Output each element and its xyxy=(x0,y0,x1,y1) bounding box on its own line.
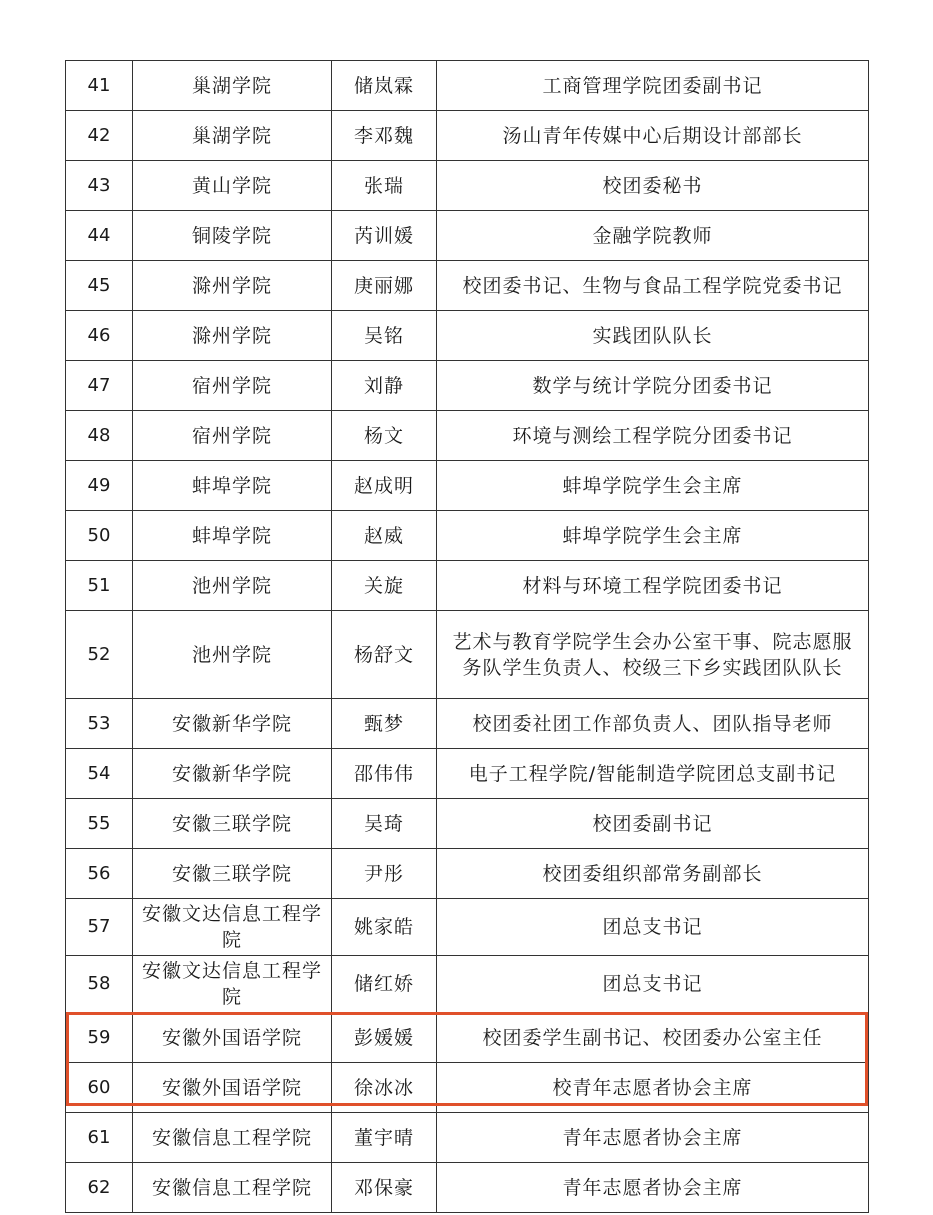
school-cell: 安徽文达信息工程学院 xyxy=(133,899,332,956)
school-cell: 安徽外国语学院 xyxy=(133,1013,332,1063)
name-cell: 吴铭 xyxy=(332,311,437,361)
school-cell: 蚌埠学院 xyxy=(133,511,332,561)
row-number: 54 xyxy=(66,749,133,799)
position-cell: 环境与测绘工程学院分团委书记 xyxy=(437,411,869,461)
row-number: 56 xyxy=(66,849,133,899)
row-number: 53 xyxy=(66,699,133,749)
position-cell: 校团委组织部常务副部长 xyxy=(437,849,869,899)
school-cell: 安徽新华学院 xyxy=(133,749,332,799)
name-cell: 芮训媛 xyxy=(332,211,437,261)
position-cell: 蚌埠学院学生会主席 xyxy=(437,511,869,561)
row-number: 49 xyxy=(66,461,133,511)
name-cell: 赵威 xyxy=(332,511,437,561)
name-cell: 张瑞 xyxy=(332,161,437,211)
position-cell: 数学与统计学院分团委书记 xyxy=(437,361,869,411)
row-number: 51 xyxy=(66,561,133,611)
table-row xyxy=(66,111,869,161)
table-row xyxy=(66,261,869,311)
position-cell: 蚌埠学院学生会主席 xyxy=(437,461,869,511)
school-cell: 池州学院 xyxy=(133,561,332,611)
nominee-table xyxy=(65,60,869,1213)
position-cell: 电子工程学院/智能制造学院团总支副书记 xyxy=(437,749,869,799)
row-number: 50 xyxy=(66,511,133,561)
table-row xyxy=(66,1063,869,1113)
table-row xyxy=(66,311,869,361)
name-cell: 吴琦 xyxy=(332,799,437,849)
position-cell: 团总支书记 xyxy=(437,956,869,1013)
table-row xyxy=(66,799,869,849)
school-cell: 安徽文达信息工程学院 xyxy=(133,956,332,1013)
name-cell: 杨舒文 xyxy=(332,611,437,699)
table-row xyxy=(66,161,869,211)
row-number: 52 xyxy=(66,611,133,699)
school-cell: 安徽三联学院 xyxy=(133,799,332,849)
school-cell: 安徽信息工程学院 xyxy=(133,1163,332,1213)
school-cell: 宿州学院 xyxy=(133,361,332,411)
table-row xyxy=(66,956,869,1013)
name-cell: 尹彤 xyxy=(332,849,437,899)
row-number: 41 xyxy=(66,61,133,111)
school-cell: 铜陵学院 xyxy=(133,211,332,261)
name-cell: 徐冰冰 xyxy=(332,1063,437,1113)
row-number: 58 xyxy=(66,956,133,1013)
row-number: 46 xyxy=(66,311,133,361)
row-number: 57 xyxy=(66,899,133,956)
position-cell: 实践团队队长 xyxy=(437,311,869,361)
school-cell: 巢湖学院 xyxy=(133,111,332,161)
school-cell: 蚌埠学院 xyxy=(133,461,332,511)
row-number: 48 xyxy=(66,411,133,461)
name-cell: 刘静 xyxy=(332,361,437,411)
position-cell: 团总支书记 xyxy=(437,899,869,956)
row-number: 61 xyxy=(66,1113,133,1163)
row-number: 42 xyxy=(66,111,133,161)
table-row xyxy=(66,361,869,411)
name-cell: 邵伟伟 xyxy=(332,749,437,799)
table-row xyxy=(66,749,869,799)
school-cell: 黄山学院 xyxy=(133,161,332,211)
table-row xyxy=(66,899,869,956)
name-cell: 杨文 xyxy=(332,411,437,461)
position-cell: 校团委社团工作部负责人、团队指导老师 xyxy=(437,699,869,749)
position-cell: 校青年志愿者协会主席 xyxy=(437,1063,869,1113)
school-cell: 安徽信息工程学院 xyxy=(133,1113,332,1163)
name-cell: 甄梦 xyxy=(332,699,437,749)
position-cell: 校团委书记、生物与食品工程学院党委书记 xyxy=(437,261,869,311)
row-number: 60 xyxy=(66,1063,133,1113)
position-cell: 艺术与教育学院学生会办公室干事、院志愿服务队学生负责人、校级三下乡实践团队队长 xyxy=(437,611,869,699)
name-cell: 储岚霖 xyxy=(332,61,437,111)
row-number: 47 xyxy=(66,361,133,411)
row-number: 45 xyxy=(66,261,133,311)
school-cell: 滁州学院 xyxy=(133,311,332,361)
school-cell: 池州学院 xyxy=(133,611,332,699)
name-cell: 赵成明 xyxy=(332,461,437,511)
table-row xyxy=(66,1163,869,1213)
row-number: 44 xyxy=(66,211,133,261)
school-cell: 滁州学院 xyxy=(133,261,332,311)
row-number: 62 xyxy=(66,1163,133,1213)
position-cell: 校团委秘书 xyxy=(437,161,869,211)
school-cell: 宿州学院 xyxy=(133,411,332,461)
name-cell: 关旋 xyxy=(332,561,437,611)
position-cell: 青年志愿者协会主席 xyxy=(437,1163,869,1213)
position-cell: 汤山青年传媒中心后期设计部部长 xyxy=(437,111,869,161)
row-number: 43 xyxy=(66,161,133,211)
position-cell: 校团委学生副书记、校团委办公室主任 xyxy=(437,1013,869,1063)
row-number: 55 xyxy=(66,799,133,849)
table-row xyxy=(66,511,869,561)
table-row xyxy=(66,699,869,749)
school-cell: 安徽新华学院 xyxy=(133,699,332,749)
position-cell: 工商管理学院团委副书记 xyxy=(437,61,869,111)
school-cell: 安徽三联学院 xyxy=(133,849,332,899)
table-row xyxy=(66,611,869,699)
table-row xyxy=(66,1113,869,1163)
name-cell: 李邓魏 xyxy=(332,111,437,161)
table-row xyxy=(66,849,869,899)
position-cell: 青年志愿者协会主席 xyxy=(437,1113,869,1163)
name-cell: 储红娇 xyxy=(332,956,437,1013)
table-row xyxy=(66,211,869,261)
school-cell: 巢湖学院 xyxy=(133,61,332,111)
name-cell: 姚家皓 xyxy=(332,899,437,956)
table-row xyxy=(66,561,869,611)
table-row xyxy=(66,411,869,461)
position-cell: 校团委副书记 xyxy=(437,799,869,849)
name-cell: 庚丽娜 xyxy=(332,261,437,311)
name-cell: 彭媛媛 xyxy=(332,1013,437,1063)
position-cell: 材料与环境工程学院团委书记 xyxy=(437,561,869,611)
table-row xyxy=(66,1013,869,1063)
name-cell: 董宇晴 xyxy=(332,1113,437,1163)
name-cell: 邓保豪 xyxy=(332,1163,437,1213)
position-cell: 金融学院教师 xyxy=(437,211,869,261)
table-row xyxy=(66,461,869,511)
table-row xyxy=(66,61,869,111)
school-cell: 安徽外国语学院 xyxy=(133,1063,332,1113)
row-number: 59 xyxy=(66,1013,133,1063)
